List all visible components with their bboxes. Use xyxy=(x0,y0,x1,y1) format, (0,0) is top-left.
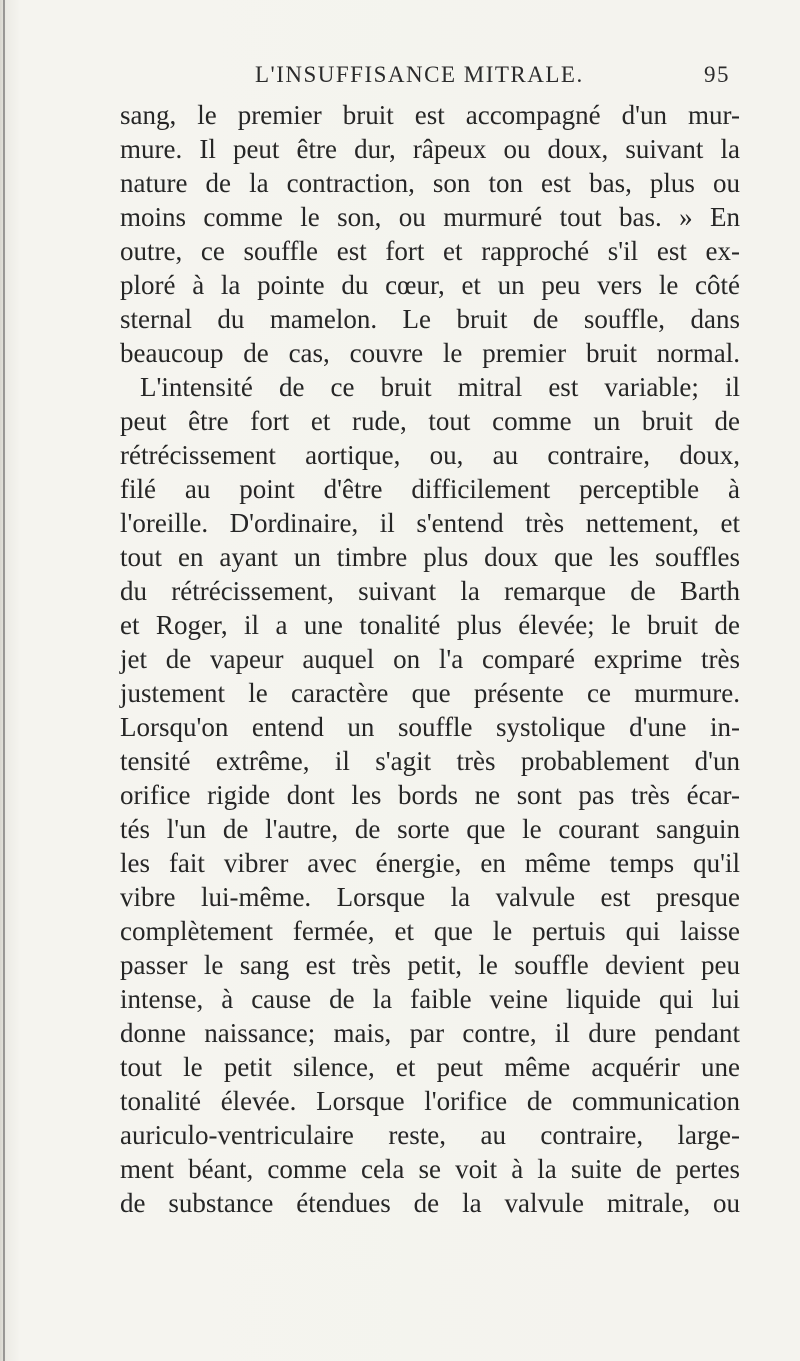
text-line: auriculo-ventriculaire reste, au contraire, large- xyxy=(120,1120,740,1150)
text-line: complètement fermée, et que le pertuis qui laisse xyxy=(120,916,740,946)
text-line: les fait vibrer avec énergie, en même temps qu'il xyxy=(120,848,740,878)
text-line: Lorsqu'on entend un souffle systolique d'une in- xyxy=(120,712,740,742)
text-line: tonalité élevée. Lorsque l'orifice de communication xyxy=(120,1086,740,1116)
text-line: nature de la contraction, son ton est bas, plus ou xyxy=(120,168,740,198)
text-line: mure. Il peut être dur, râpeux ou doux, suivant la xyxy=(120,134,740,164)
text-line: de substance étendues de la valvule mitrale, ou xyxy=(120,1188,740,1218)
text-line: L'intensité de ce bruit mitral est variable; il xyxy=(140,372,740,402)
text-line: beaucoup de cas, couvre le premier bruit normal. xyxy=(120,338,740,368)
text-line: orifice rigide dont les bords ne sont pas très écar- xyxy=(120,780,740,810)
text-line: tout en ayant un timbre plus doux que les souffles xyxy=(120,542,740,572)
text-line: peut être fort et rude, tout comme un bruit de xyxy=(120,406,740,436)
text-line: ment béant, comme cela se voit à la suite de pertes xyxy=(120,1154,740,1184)
text-line: et Roger, il a une tonalité plus élevée; le bruit de xyxy=(120,610,740,640)
text-line: vibre lui-même. Lorsque la valvule est presque xyxy=(120,882,740,912)
text-line: donne naissance; mais, par contre, il dure pendant xyxy=(120,1018,740,1048)
text-line: l'oreille. D'ordinaire, il s'entend très nettement, et xyxy=(120,508,740,538)
text-line: ploré à la pointe du cœur, et un peu vers le côté xyxy=(120,270,740,300)
text-line: outre, ce souffle est fort et rapproché s'il est ex- xyxy=(120,236,740,266)
text-line: justement le caractère que présente ce murmure. xyxy=(120,678,740,708)
text-line: filé au point d'être difficilement perceptible à xyxy=(120,474,740,504)
text-line: jet de vapeur auquel on l'a comparé exprime très xyxy=(120,644,740,674)
text-line: tés l'un de l'autre, de sorte que le courant sanguin xyxy=(120,814,740,844)
text-line: sternal du mamelon. Le bruit de souffle, dans xyxy=(120,304,740,334)
page-edge-line xyxy=(3,0,5,1361)
text-line: intense, à cause de la faible veine liquide qui lui xyxy=(120,984,740,1014)
text-line: du rétrécissement, suivant la remarque de Barth xyxy=(120,576,740,606)
text-line: moins comme le son, ou murmuré tout bas. » En xyxy=(120,202,740,232)
running-title: L'INSUFFISANCE MITRALE. xyxy=(255,62,584,87)
running-head xyxy=(255,62,730,96)
text-line: sang, le premier bruit est accompagné d'un mur- xyxy=(120,100,740,130)
text-line: tensité extrême, il s'agit très probablement d'un xyxy=(120,746,740,776)
body-text xyxy=(120,98,740,1220)
text-line: rétrécissement aortique, ou, au contraire, doux, xyxy=(120,440,740,470)
page-number: 95 xyxy=(704,62,730,87)
text-line: tout le petit silence, et peut même acquérir une xyxy=(120,1052,740,1082)
text-line: passer le sang est très petit, le souffle devient peu xyxy=(120,950,740,980)
